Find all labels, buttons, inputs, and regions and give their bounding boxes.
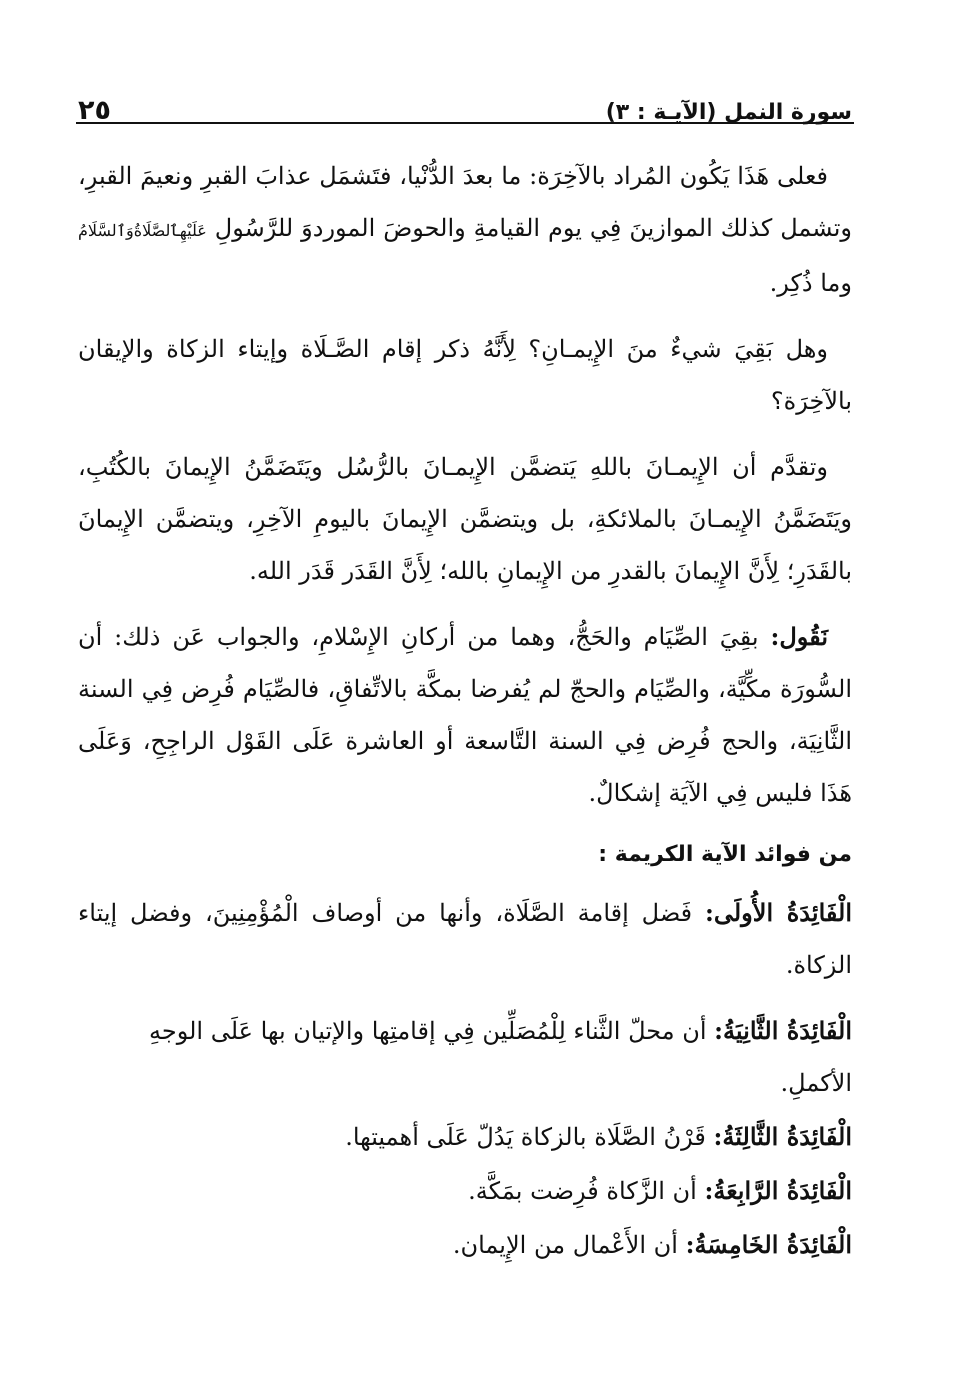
paragraph-faith-components: [78, 441, 852, 597]
benefit-item: [78, 1111, 852, 1163]
benefit-text: فَضل إقامة الصَّلَاة، وأنها من أوصاف الْمُؤْمِنِينَ، وفضل إيتاء الزكاة.: [78, 899, 852, 979]
section-heading: من فوائد الآية الكريمة :: [598, 842, 852, 867]
benefit-label: الْفَائِدَةُ الخَامِسَةُ:: [685, 1230, 852, 1259]
paragraph-text: وتقدَّم أن الإِيمـانَ باللهِ يَتضمَّن الإِيمـانَ بالرُّسُل ويَتَضَمَّنُ الإِيمانَ بالكُتُبِ، ويَتَضَمَّنُ الإِيمـانَ بالملائكةِ، بل ويتضمَّن الإِيمانَ باليومِ الآخِرِ، ويتضمَّن الإِيمانَ بالقَدَرِ؛ لِأَنَّ الإِيمانَ بالقدرِ من الإِيمانِ بالله؛ لِأَنَّ القَدَر قَدَر الله.: [78, 453, 852, 585]
benefit-text: أن محلّ الثَّناء لِلْمُصَلِّين فِي إقامتِها والإتيان بها عَلَى الوجهِ الأكملِ.: [148, 1017, 852, 1097]
benefit-label: الْفَائِدَةُ الأُولَى:: [705, 898, 853, 927]
benefit-text: قَرْنُ الصَّلَاة بالزكاة يَدُلّ عَلَى أهميتها.: [345, 1123, 714, 1151]
header-rule: [76, 122, 854, 124]
benefit-text: أن الأَعْمال من الإِيمان.: [452, 1231, 686, 1259]
running-title: سورة النمل (الآيـة : ٣): [605, 100, 852, 125]
paragraph-lead: نَقُول:: [770, 622, 828, 651]
benefit-item: [78, 887, 852, 991]
benefit-label: الْفَائِدَةُ الرَّابِعَةُ:: [704, 1176, 852, 1205]
paragraph-question: [78, 323, 852, 427]
paragraph-text: بقِيَ الصِّيَام والحَجُّ، وهما من أركانِ الإِسْلامِ، والجواب عَن ذلك: أن السُّورَة مكِّيَّة، والصِّيَام والحجّ لم يُفرضا بمكَّة بالاتِّفاقِ، فالصِّيَام فُرِض فِي السنة الثَّانِيَة، والحج فُرِض فِي السنة التَّاسعة أو العاشرة عَلَى القَوْل الراجِحِ، وَعَلَى هَذَا فليس فِي الآيَة إشكالٌ.: [78, 623, 852, 807]
benefit-label: الْفَائِدَةُ الثَّالِثَةُ:: [713, 1122, 852, 1151]
page-header: [78, 84, 852, 124]
page-number: ٢٥: [78, 95, 111, 126]
benefit-text: أن الزَّكاة فُرِضت بمَكَّة.: [468, 1177, 705, 1205]
paragraph-tail: وما ذُكِر.: [769, 269, 852, 297]
benefit-item: [78, 1005, 852, 1109]
benefit-label: الْفَائِدَةُ الثَّانِيَةُ:: [714, 1016, 852, 1045]
page-body: [78, 150, 852, 1273]
benefit-item: [78, 1165, 852, 1217]
benefit-item: [78, 1219, 852, 1271]
paragraph-text: وهل بَقِيَ شيءٌ منَ الإِيمـانِ؟ لِأَنَّهُ ذكر إقام الصَّـلَاة وإيتاء الزكاة والإيقان بالآخِرَة؟: [78, 335, 852, 415]
honorific-phrase: عَلَيْهِٱلصَّلَاةُوَٱلسَّلَامُ: [78, 221, 207, 240]
paragraph-fasting-hajj: [78, 611, 852, 819]
paragraph-hereafter-meaning: [78, 150, 852, 309]
paragraph-text: فعلى هَذَا يَكُون المُراد بالآخِرَة: ما بعدَ الدُّنْيا، فتَشمَل عذابَ القبرِ ونعيمَ القبرِ، وتشمل كذلك الموازينَ فِي يوم القيامةِ والحوضَ الموردوَ للرَّسُولِ: [78, 162, 852, 242]
